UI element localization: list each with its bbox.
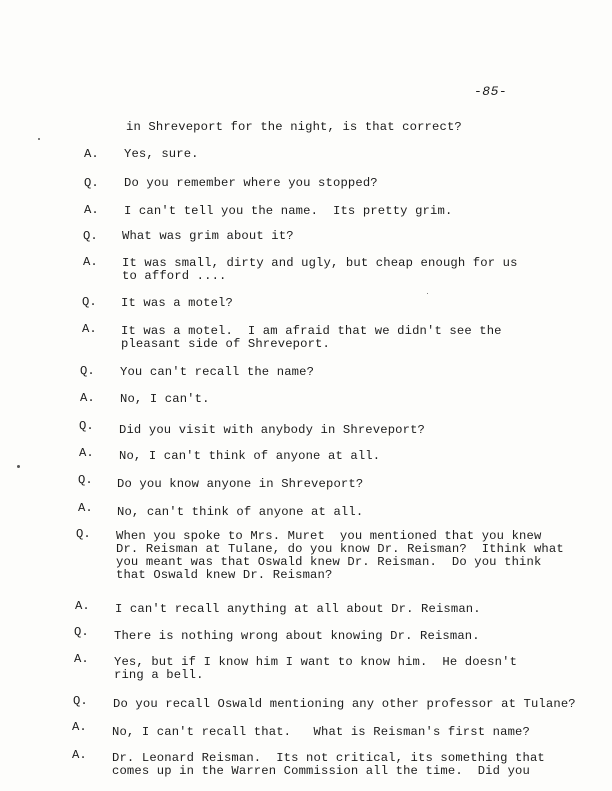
speaker-label: Q.: [78, 473, 93, 487]
speaker-label: Q.: [79, 419, 94, 433]
entry-line: Yes, sure.: [124, 147, 199, 161]
entry-line: No, I can't recall that. What is Reisman's first name?: [112, 725, 530, 739]
entry-line: Yes, but if I know him I want to know him. He doesn't: [114, 655, 518, 669]
entry-line: You can't recall the name?: [120, 365, 315, 379]
scan-speck: [38, 138, 40, 140]
entry-line: Did you visit with anybody in Shreveport?: [119, 423, 426, 437]
entry-line: Do you know anyone in Shreveport?: [117, 477, 364, 491]
speaker-label: Q.: [76, 527, 91, 541]
entry-line: There is nothing wrong about knowing Dr. Reisman.: [114, 629, 480, 643]
entry-line: to afford ....: [122, 269, 227, 283]
speaker-label: Q.: [83, 229, 98, 243]
speaker-label: A.: [83, 255, 98, 269]
entry-line: No, can't think of anyone at all.: [117, 505, 364, 519]
entry-line: pleasant side of Shreveport.: [121, 337, 330, 351]
entry-line: It was a motel. I am afraid that we didn't see the: [121, 324, 502, 338]
scan-speck: [427, 293, 428, 294]
entry-line: I can't recall anything at all about Dr. Reisman.: [115, 602, 481, 616]
entry-line: No, I can't.: [120, 392, 210, 406]
continuation-line: in Shreveport for the night, is that correct?: [126, 120, 462, 134]
speaker-label: Q.: [84, 176, 99, 190]
speaker-label: A.: [84, 203, 99, 217]
entry-line: Do you remember where you stopped?: [124, 176, 378, 190]
speaker-label: Q.: [74, 625, 89, 639]
entry-line: It was a motel?: [121, 296, 233, 310]
speaker-label: A.: [72, 748, 87, 762]
entry-line: you meant was that Oswald knew Dr. Reisman. Do you think: [116, 555, 542, 569]
entry-line: comes up in the Warren Commission all the time. Did you: [112, 764, 530, 778]
scan-speck: [17, 465, 20, 468]
entry-line: It was small, dirty and ugly, but cheap enough for us: [122, 256, 518, 270]
entry-line: Dr. Reisman at Tulane, do you know Dr. Reisman? Ithink what: [116, 542, 564, 556]
speaker-label: Q.: [73, 694, 88, 708]
speaker-label: A.: [72, 720, 87, 734]
entry-line: that Oswald knew Dr. Reisman?: [116, 568, 333, 582]
entry-line: No, I can't think of anyone at all.: [119, 449, 381, 463]
speaker-label: Q.: [80, 364, 95, 378]
entry-line: Do you recall Oswald mentioning any other professor at Tulane?: [113, 697, 576, 711]
speaker-label: Q.: [82, 295, 97, 309]
entry-line: What was grim about it?: [122, 229, 294, 243]
speaker-label: A.: [82, 322, 97, 336]
page-number: -85-: [474, 84, 508, 99]
speaker-label: A.: [78, 501, 93, 515]
speaker-label: A.: [80, 391, 95, 405]
entry-line: When you spoke to Mrs. Muret you mentioned that you knew: [116, 529, 542, 543]
speaker-label: A.: [75, 599, 90, 613]
speaker-label: A.: [74, 652, 89, 666]
entry-line: Dr. Leonard Reisman. Its not critical, its something that: [112, 751, 545, 765]
speaker-label: A.: [79, 446, 94, 460]
speaker-label: A.: [84, 147, 99, 161]
entry-line: I can't tell you the name. Its pretty grim.: [124, 204, 453, 218]
entry-line: ring a bell.: [114, 668, 204, 682]
